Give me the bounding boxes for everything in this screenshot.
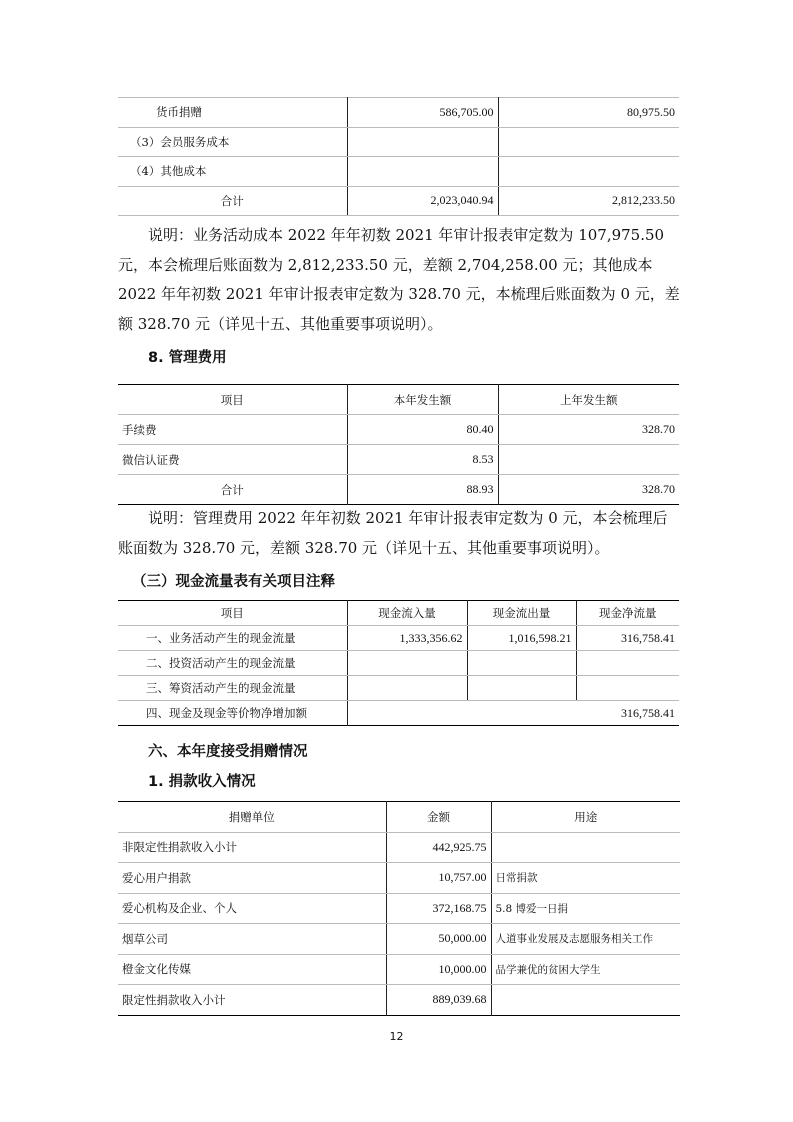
cell-item: （3）会员服务成本 bbox=[118, 127, 347, 157]
cell-inflow bbox=[347, 676, 467, 701]
cell-outflow: 1,016,598.21 bbox=[467, 626, 576, 651]
section-6-1-title: 1. 捐款收入情况 bbox=[148, 774, 256, 790]
header-item: 项目 bbox=[118, 385, 347, 415]
cell-unit: 非限定性捐款收入小计 bbox=[118, 832, 386, 863]
cell-unit: 橙金文化传媒 bbox=[118, 954, 386, 985]
header-current: 本年发生额 bbox=[347, 385, 498, 415]
table-header-row bbox=[118, 385, 679, 415]
cell-item: 微信认证费 bbox=[118, 445, 347, 475]
cell-prior: 80,975.50 bbox=[498, 98, 679, 128]
cell-amount: 10,757.00 bbox=[386, 863, 491, 894]
cell-item: 二、投资活动产生的现金流量 bbox=[118, 651, 347, 676]
cell-unit: 爱心用户捐款 bbox=[118, 863, 386, 894]
cell-current: 586,705.00 bbox=[347, 98, 498, 128]
cell-item: 货币捐赠 bbox=[118, 98, 347, 128]
cell-item: 手续费 bbox=[118, 415, 347, 445]
cell-item: 合计 bbox=[118, 186, 347, 216]
cell-net: 316,758.41 bbox=[621, 705, 675, 720]
cell-amount: 442,925.75 bbox=[386, 832, 491, 863]
cell-inflow bbox=[347, 651, 467, 676]
cell-use bbox=[491, 832, 680, 863]
cell-use: 日常捐款 bbox=[491, 863, 680, 894]
cell-prior bbox=[498, 445, 679, 475]
table-row bbox=[118, 985, 680, 1016]
cell-unit: 烟草公司 bbox=[118, 924, 386, 955]
table-row bbox=[118, 676, 679, 701]
cell-amount: 889,039.68 bbox=[386, 985, 491, 1016]
cell-outflow bbox=[467, 676, 576, 701]
donation-table bbox=[118, 801, 680, 1016]
cell-prior bbox=[498, 127, 679, 157]
cell-item: 一、业务活动产生的现金流量 bbox=[118, 626, 347, 651]
page-number: 12 bbox=[389, 1030, 404, 1043]
header-use: 用途 bbox=[491, 802, 680, 833]
table-header-row bbox=[118, 601, 679, 626]
cell-current: 80.40 bbox=[347, 415, 498, 445]
cell-amount: 372,168.75 bbox=[386, 893, 491, 924]
cell-inflow: 1,333,356.62 bbox=[347, 626, 467, 651]
cell-item: 四、现金及现金等价物净增加额 bbox=[118, 701, 347, 726]
section-6-title: 六、本年度接受捐赠情况 bbox=[148, 744, 308, 760]
table-row bbox=[118, 924, 680, 955]
cell-amount: 10,000.00 bbox=[386, 954, 491, 985]
cashflow-table bbox=[118, 600, 679, 726]
cell-item: 合计 bbox=[118, 475, 347, 505]
cell-prior: 2,812,233.50 bbox=[498, 186, 679, 216]
table-row-total bbox=[118, 475, 679, 505]
cell-prior: 328.70 bbox=[642, 482, 675, 496]
note-management-fee: 说明：管理费用 2022 年年初数 2021 年审计报表审定数为 0 元，本会梳理后账面数为 328.70 元，差额 328.70 元（详见十五、其他重要事项说明）。 bbox=[118, 509, 668, 557]
cell-item: 三、筹资活动产生的现金流量 bbox=[118, 676, 347, 701]
cell-current: 8.53 bbox=[347, 445, 498, 475]
cell-current bbox=[347, 157, 498, 187]
cell-use: 品学兼优的贫困大学生 bbox=[491, 954, 680, 985]
table-header-row bbox=[118, 802, 680, 833]
table-row bbox=[118, 415, 679, 445]
cell-use: 5.8 博爱一日捐 bbox=[491, 893, 680, 924]
management-fee-table bbox=[118, 384, 679, 505]
cell-current: 2,023,040.94 bbox=[347, 186, 498, 216]
header-item: 项目 bbox=[118, 601, 347, 626]
cell-current: 88.93 bbox=[347, 475, 498, 505]
table-row bbox=[118, 157, 679, 187]
header-unit: 捐赠单位 bbox=[118, 802, 386, 833]
table-row bbox=[118, 98, 679, 128]
section-cashflow-title: （三）现金流量表有关项目注释 bbox=[132, 574, 335, 590]
table-row bbox=[118, 954, 680, 985]
table-row-total bbox=[118, 186, 679, 216]
cell-use: 人道事业发展及志愿服务相关工作 bbox=[491, 924, 680, 955]
cell-unit: 爱心机构及企业、个人 bbox=[118, 893, 386, 924]
header-outflow: 现金流出量 bbox=[467, 601, 576, 626]
cell-unit: 限定性捐款收入小计 bbox=[118, 985, 386, 1016]
cell-current bbox=[347, 127, 498, 157]
table-row bbox=[118, 445, 679, 475]
table-row bbox=[118, 893, 680, 924]
table-row bbox=[118, 651, 679, 676]
cell-net bbox=[576, 651, 679, 676]
table-row bbox=[118, 127, 679, 157]
business-cost-table bbox=[118, 97, 679, 216]
table-row bbox=[118, 626, 679, 651]
cell-prior bbox=[498, 157, 679, 187]
cell-outflow bbox=[467, 651, 576, 676]
cell-net bbox=[576, 676, 679, 701]
header-prior: 上年发生额 bbox=[498, 385, 679, 415]
cell-net: 316,758.41 bbox=[576, 626, 679, 651]
cell-item: （4）其他成本 bbox=[118, 157, 347, 187]
cell-amount: 50,000.00 bbox=[386, 924, 491, 955]
header-net: 现金净流量 bbox=[576, 601, 679, 626]
cell-use bbox=[491, 985, 680, 1016]
header-inflow: 现金流入量 bbox=[347, 601, 467, 626]
table-row bbox=[118, 863, 680, 894]
cell-prior: 328.70 bbox=[498, 415, 679, 445]
table-row bbox=[118, 832, 680, 863]
header-amount: 金额 bbox=[386, 802, 491, 833]
table-row-total bbox=[118, 701, 679, 726]
section-8-title: 8. 管理费用 bbox=[148, 350, 227, 366]
note-business-cost: 说明：业务活动成本 2022 年年初数 2021 年审计报表审定数为 107,975.50 元，本会梳理后账面数为 2,812,233.50 元，差额 2,704,258.00 元；其他成本 2022 年年初数 2021 年审计报表审定数为 328.70 元，本梳理后账面数为 0 元，差额 328.70 元（详见十五、其他重要事项说明）。 bbox=[118, 226, 680, 333]
